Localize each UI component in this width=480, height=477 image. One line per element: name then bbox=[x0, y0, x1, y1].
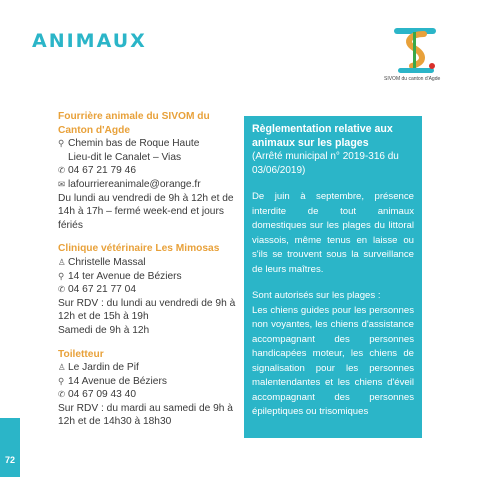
clinique-person: Christelle Massal bbox=[68, 256, 146, 268]
regulation-subtitle: (Arrêté municipal n° 2019-316 du 03/06/2019) bbox=[252, 151, 399, 176]
page-number-bar bbox=[0, 418, 20, 477]
pin-icon: ⚲ bbox=[58, 138, 65, 149]
sivom-logo bbox=[380, 22, 450, 84]
page-number: 72 bbox=[4, 455, 15, 465]
toiletteur-phone-line bbox=[58, 388, 240, 402]
regulation-para2: Les chiens guides pour les personnes non voyantes, les chiens d'assistance accompagnant des personnes handicapées moteur, les chiens de signalisation pour les personnes malentendantes et les chiens d'éveil accompagnant des personnes épileptiques ou trisomiques bbox=[252, 304, 414, 417]
clinique-phone-line bbox=[58, 283, 240, 297]
toiletteur-person: Le Jardin de Pif bbox=[68, 362, 139, 374]
logo-caption: SIVOM du canton d'Agde bbox=[384, 76, 441, 82]
phone-icon: ✆ bbox=[58, 389, 66, 400]
fourriere-hours: Du lundi au vendredi de 9h à 12h et de 14h à 17h – fermé week-end et jours fériés bbox=[58, 192, 234, 231]
fourriere-email[interactable]: lafourriereanimale@orange.fr bbox=[68, 178, 201, 190]
clinique-heading: Clinique vétérinaire Les Mimosas bbox=[58, 243, 220, 255]
fourriere-phone-line bbox=[58, 164, 240, 178]
toiletteur-person-line bbox=[58, 361, 240, 375]
regulation-para1: De juin à septembre, présence interdite de tout animaux domestiques sur les plages du littoral viassois, même tenus en laisse ou s'ils se trouvent sous la surveillance de leurs maîtres. bbox=[252, 191, 414, 275]
toiletteur-hours: Sur RDV : du mardi au samedi de 9h à 12h et de 14h30 à 18h30 bbox=[58, 402, 233, 428]
clinique-address: 14 ter Avenue de Béziers bbox=[68, 270, 182, 282]
regulation-box bbox=[244, 116, 422, 438]
fourriere-email-line bbox=[58, 178, 240, 192]
fourriere-address-line bbox=[58, 137, 240, 151]
fourriere-address1: Chemin bas de Roque Haute bbox=[68, 138, 200, 150]
clinique-phone[interactable]: 04 67 21 77 04 bbox=[68, 284, 136, 296]
toiletteur-address: 14 Avenue de Béziers bbox=[68, 375, 167, 387]
clinique-hours1: Sur RDV : du lundi au vendredi de 9h à 12h et de 15h à 19h bbox=[58, 297, 236, 323]
fourriere-block bbox=[58, 110, 240, 232]
fourriere-address2: Lieu-dit le Canalet – Vias bbox=[68, 151, 182, 163]
person-icon: ♙ bbox=[58, 256, 66, 267]
toiletteur-phone[interactable]: 04 67 09 43 40 bbox=[68, 389, 136, 401]
regulation-title: Règlementation relative aux animaux sur les plages bbox=[252, 123, 393, 149]
phone-icon: ✆ bbox=[58, 284, 66, 295]
pin-icon: ⚲ bbox=[58, 375, 65, 386]
toiletteur-block bbox=[58, 348, 240, 430]
fourriere-heading: Fourrière animale du SIVOM du Canton d'Agde bbox=[58, 111, 210, 136]
clinique-address-line bbox=[58, 270, 240, 284]
toiletteur-heading: Toiletteur bbox=[58, 348, 104, 360]
regulation-para2-intro: Sont autorisés sur les plages : bbox=[252, 290, 381, 301]
toiletteur-address-line bbox=[58, 375, 240, 389]
envelope-icon: ✉ bbox=[58, 178, 66, 189]
clinique-block bbox=[58, 242, 240, 337]
phone-icon: ✆ bbox=[58, 165, 66, 176]
pin-icon: ⚲ bbox=[58, 270, 65, 281]
page-title: ANIMAUX bbox=[32, 30, 147, 52]
clinique-hours2: Samedi de 9h à 12h bbox=[58, 324, 150, 336]
fourriere-phone[interactable]: 04 67 21 79 46 bbox=[68, 165, 136, 177]
contacts-column bbox=[58, 110, 240, 439]
person-icon: ♙ bbox=[58, 362, 66, 373]
clinique-person-line bbox=[58, 256, 240, 270]
